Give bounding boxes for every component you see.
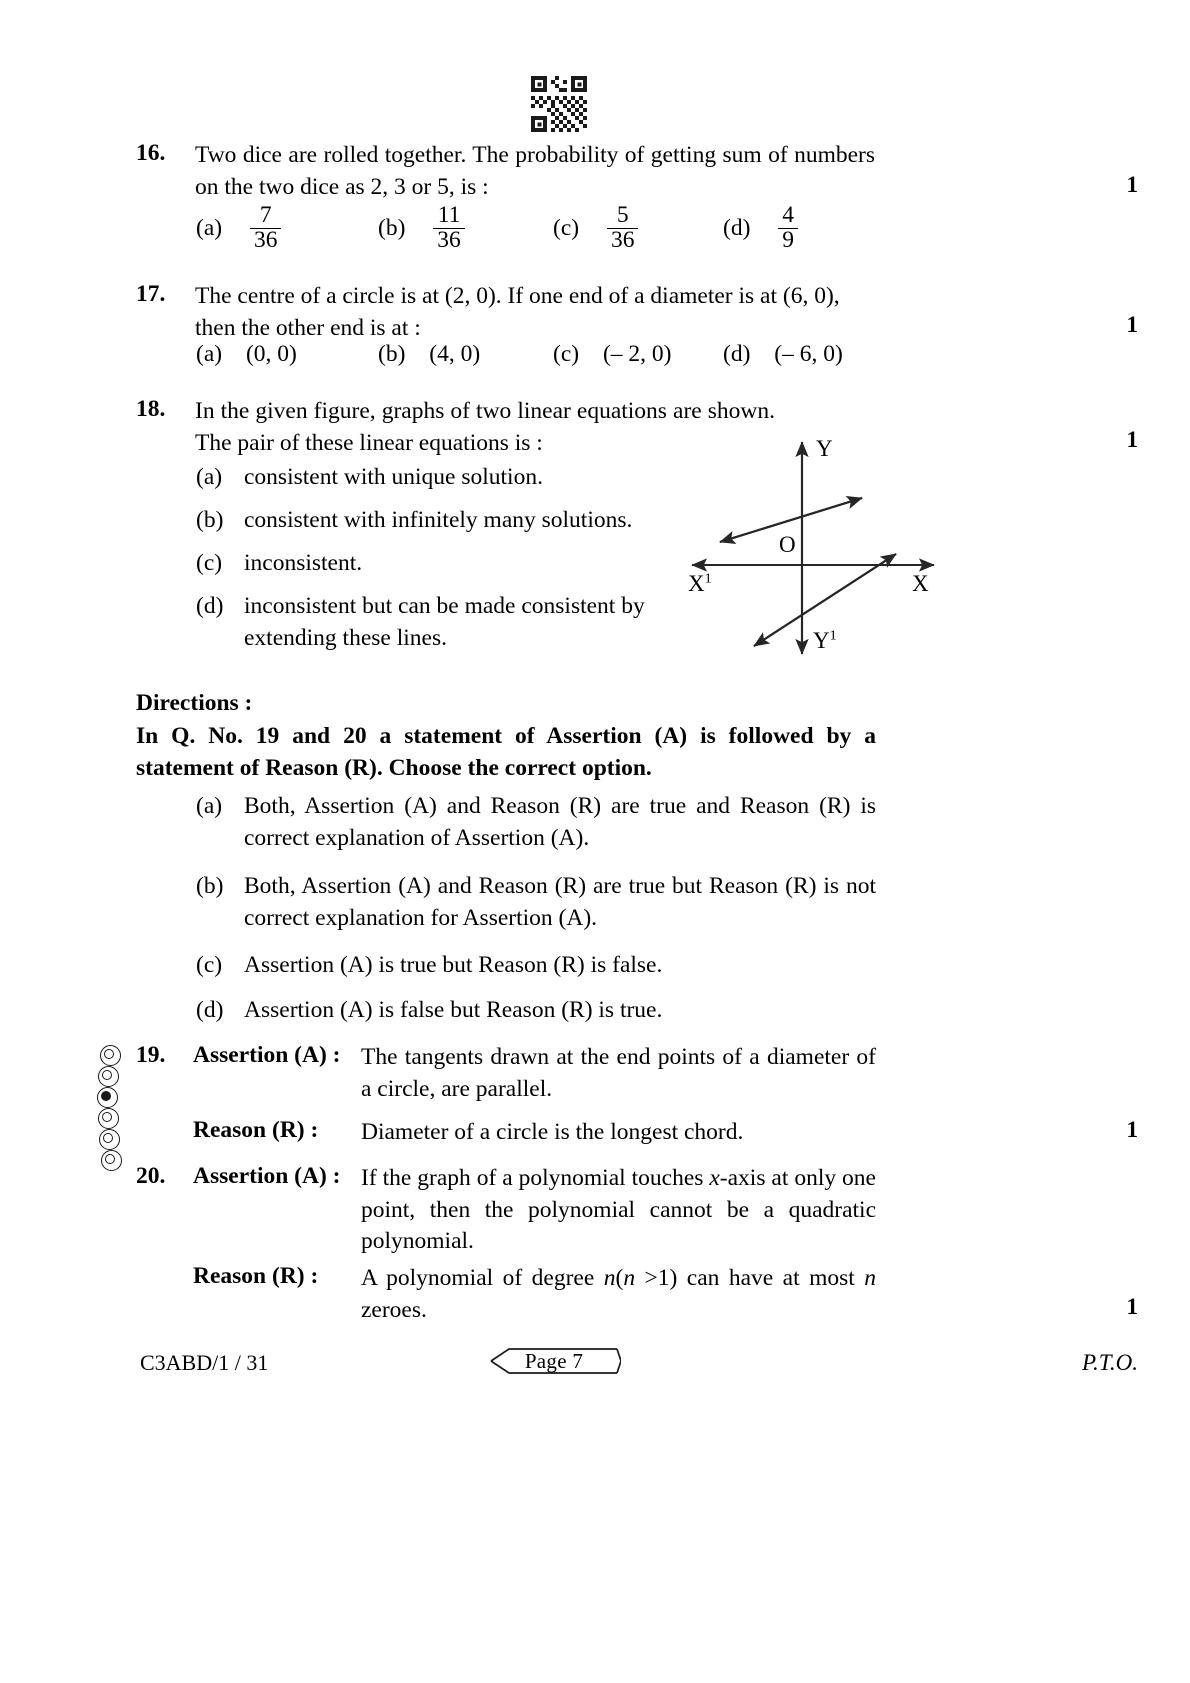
assertion-text-19: The tangents drawn at the end points of a diameter of a circle, are parallel. [361,1044,876,1102]
option-16-c-numerator: 5 [616,202,629,228]
directions-option-d-label: (d) [196,997,224,1023]
marks-19: 1 [1126,1117,1138,1142]
directions-option-d[interactable] [196,995,876,1027]
option-18-d[interactable] [196,591,646,654]
option-16-d-label: (d) [723,214,751,241]
option-17-c-label: (c) [553,341,580,367]
directions-option-b-value: Both, Assertion (A) and Reason (R) are true but Reason (R) is not correct explanation for Assertion (A). [244,873,876,931]
question-text-17: The centre of a circle is at (2, 0). If one end of a diameter is at (6, 0), then the other end is at : [195,283,840,341]
directions-option-d-value: Assertion (A) is false but Reason (R) is true. [244,997,663,1023]
directions-option-a[interactable] [196,791,876,854]
option-17-d-value: (– 6, 0) [774,341,843,367]
reason-text-20 [361,1263,876,1326]
option-18-d-label: (d) [196,593,224,619]
option-16-d-denominator: 9 [778,228,798,253]
option-18-a-label: (a) [196,464,223,490]
option-16-c-denominator: 36 [607,228,639,253]
option-17-c-value: (– 2, 0) [602,341,672,367]
option-16-b-fraction [433,204,465,253]
question-text-18: In the given figure, graphs of two linear equations are shown. The pair of these linear equations is : [195,398,775,456]
option-17-b[interactable] [378,341,480,368]
option-17-c[interactable] [553,341,672,368]
assertion-text-20-var: x [709,1165,720,1191]
marks-17: 1 [1126,312,1138,337]
option-17-b-label: (b) [378,341,406,367]
option-18-c-label: (c) [196,550,223,576]
reason-label-20: Reason (R) : [193,1263,319,1289]
option-16-b-denominator: 36 [433,228,465,253]
assertion-label-20: Assertion (A) : [193,1163,341,1189]
reason-text-20-mid-2: >1) can have at most [635,1265,865,1291]
option-18-a[interactable] [196,462,756,494]
option-16-c[interactable] [553,202,638,254]
option-16-d-numerator: 4 [782,202,795,228]
question-text-16: Two dice are rolled together. The probability of getting sum of numbers on the two dice as 2, 3 or 5, is : [195,142,875,200]
reason-text-20-var-2: n [623,1265,636,1291]
marks-16: 1 [1126,172,1138,197]
option-18-b[interactable] [196,505,756,537]
directions-option-c-value: Assertion (A) is true but Reason (R) is false. [244,952,663,978]
assertion-text-20 [361,1163,876,1258]
axis-label-y: Y [816,436,833,461]
axis-label-x-prime: $X^1$ [688,571,712,596]
option-16-a-fraction [250,204,282,253]
option-18-b-label: (b) [196,507,224,533]
option-18-b-value: consistent with infinitely many solutions. [244,507,633,533]
option-18-c[interactable] [196,548,756,580]
option-18-c-value: inconsistent. [244,550,363,576]
reason-text-20-var-3: n [864,1265,876,1291]
directions-option-b[interactable] [196,871,876,934]
option-16-b-label: (b) [378,214,406,241]
option-17-d-label: (d) [723,341,751,367]
reason-text-20-post: zeroes. [361,1296,427,1323]
option-17-a-value: (0, 0) [245,341,297,367]
directions-heading: Directions : [136,690,253,716]
page-number-banner [487,1344,621,1378]
marks-20: 1 [1126,1294,1138,1319]
reason-text-19: Diameter of a circle is the longest chord. [361,1119,744,1145]
option-18-d-value: inconsistent but can be made consistent by extending these lines. [244,593,645,651]
reason-text-20-var-1: n [603,1265,616,1291]
directions-option-a-value: Both, Assertion (A) and Reason (R) are true and Reason (R) is correct explanation of Assertion (A). [244,793,876,851]
reason-label-19: Reason (R) : [193,1117,319,1143]
spiral-binding-marks [96,1045,126,1185]
question-number-18: 18. [136,396,166,422]
marks-18: 1 [1126,427,1138,452]
directions-body: In Q. No. 19 and 20 a statement of Assertion (A) is followed by a statement of Reason (R). Choose the correct option. [136,723,876,781]
option-16-d[interactable] [723,202,798,254]
qr-code-icon [531,76,587,132]
reason-text-20-pre: A polynomial of degree [361,1265,604,1291]
assertion-text-20-pre: If the graph of a polynomial touches [361,1165,710,1191]
axis-label-origin: O [779,532,796,557]
option-16-b-numerator: 11 [437,202,461,228]
option-16-a-label: (a) [196,214,223,241]
option-16-c-fraction [607,204,639,253]
reason-text-20-mid-1: ( [615,1265,624,1291]
question-number-19: 19. [136,1042,166,1068]
paper-code: C3ABD/1 / 31 [140,1350,269,1375]
option-17-d[interactable] [723,341,843,368]
option-17-a[interactable] [196,341,297,368]
option-16-a-denominator: 36 [250,228,282,253]
option-16-c-label: (c) [553,214,580,241]
option-16-b[interactable] [378,202,465,254]
axis-label-y-prime: $Y^1$ [813,628,837,653]
directions-option-a-label: (a) [196,793,223,819]
option-17-b-value: (4, 0) [429,341,481,367]
directions-option-c[interactable] [196,950,876,982]
pto-label: P.T.O. [1081,1350,1138,1375]
option-18-a-value: consistent with unique solution. [244,464,543,490]
two-parallel-lines-graph [676,432,944,660]
question-number-17: 17. [136,281,166,307]
question-number-16: 16. [136,140,166,166]
option-16-d-fraction [778,204,798,253]
option-16-a[interactable] [196,202,281,254]
assertion-label-19: Assertion (A) : [193,1042,341,1068]
page-number-label: Page 7 [524,1348,584,1373]
option-17-a-label: (a) [196,341,223,367]
option-16-a-numerator: 7 [259,202,272,228]
question-number-20: 20. [136,1163,166,1189]
directions-option-b-label: (b) [196,873,224,899]
axis-label-x: X [912,571,929,596]
directions-option-c-label: (c) [196,952,223,978]
assertion-text-20-post: -axis at only one point, then the polynomial cannot be a quadratic polynomial. [361,1165,876,1254]
